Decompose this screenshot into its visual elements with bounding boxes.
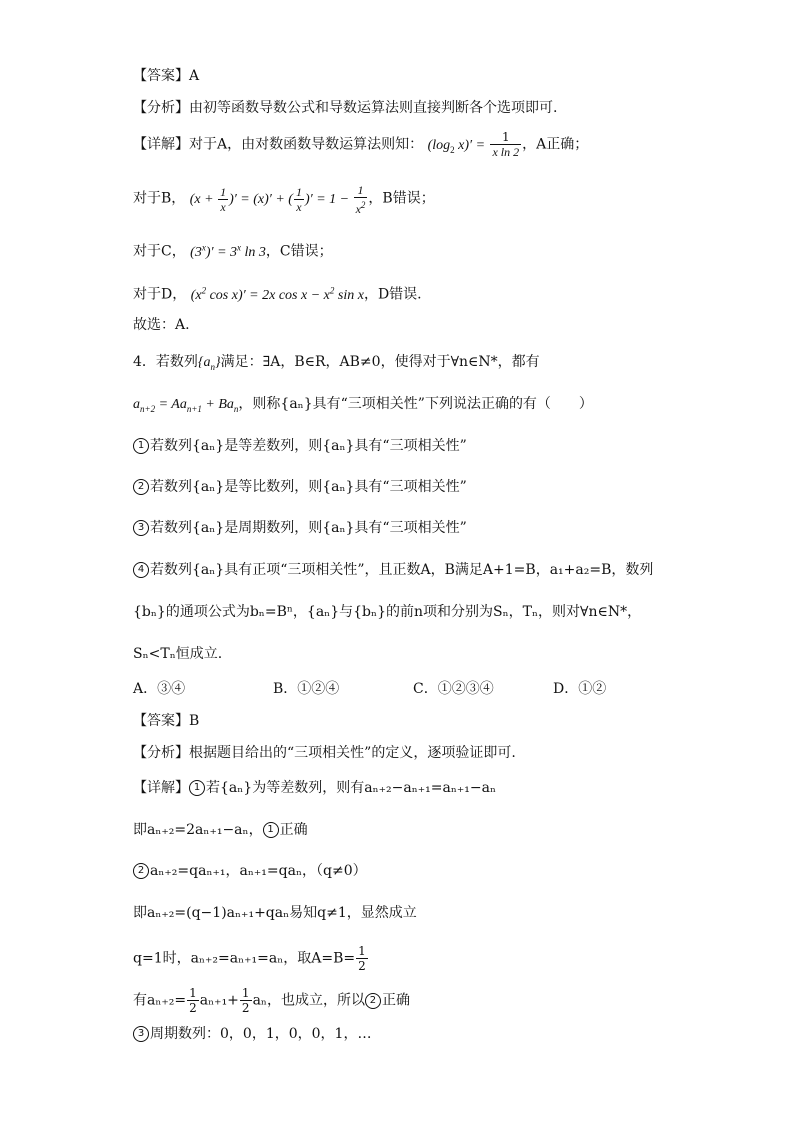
option-a: A．③④: [133, 681, 186, 697]
circle-num-2: 2: [133, 863, 149, 879]
circle-num-1: 1: [189, 780, 205, 796]
formula-log-derivative: ($\log_2$ x)′ =: [427, 137, 486, 155]
formula-d: ($x^2$ cos x)′ = 2x $\cos x - x^2$ sin x: [190, 285, 364, 303]
q4-analysis-line: 【分析】根据题目给出的“三项相关性”的定义，逐项验证即可.: [133, 745, 516, 761]
q4-answer-line: 【答案】B: [133, 713, 200, 729]
statement-3-text: 若数列{aₙ}是周期数列，则{aₙ}具有“三项相关性”: [150, 520, 467, 536]
circle-num-2: 2: [133, 479, 149, 495]
q4-statement-2: [133, 477, 467, 497]
q3-detail-b-line: [133, 183, 435, 216]
seq-an: $\{a_n\}$: [197, 355, 221, 372]
formula-recurrence: $a_{n+2} = Aa_{n+1} + Ba_n$: [133, 397, 239, 414]
q4-analysis: 根据题目给出的“三项相关性”的定义，逐项验证即可.: [189, 745, 516, 761]
detail-tag: 【详解】: [133, 136, 189, 153]
q4-stem-line2-suffix: ，则称{aₙ}具有“三项相关性”下列说法正确的有（ ）: [238, 396, 593, 412]
q3-b-suffix: ，B错误；: [368, 190, 435, 207]
q3-d-suffix: ，D错误.: [363, 286, 422, 303]
statement-4-line3: Sₙ<Tₙ恒成立.: [133, 646, 223, 662]
q4-stem-line2: [133, 394, 593, 419]
q4-stem-line1: [133, 352, 540, 377]
formula-c: $(3^x)' = 3^x$ ln 3: [190, 242, 266, 260]
q4-stem-a: 4．若数列: [133, 354, 198, 370]
statement-2-text: 若数列{aₙ}是等比数列，则{aₙ}具有“三项相关性”: [150, 479, 467, 495]
q3-c-suffix: ，C错误；: [265, 243, 333, 260]
q4-detail-line1: 若{aₙ}为等差数列，则有aₙ₊₂−aₙ₊₁=aₙ₊₁−aₙ: [206, 780, 497, 796]
q3-detail-prefix: 对于A，由对数函数导数运算法则知：: [189, 136, 424, 153]
answer-tag: 【答案】: [133, 68, 189, 84]
circle-num-1: 1: [133, 438, 149, 454]
q3-analysis-line: [133, 98, 557, 118]
q4-answer: B: [189, 713, 200, 729]
circle-num-2: 2: [365, 993, 381, 1009]
circle-num-3: 3: [133, 1026, 149, 1042]
q4-statement-4-line1: [133, 560, 653, 580]
q4-options: [133, 679, 693, 699]
q3-b-prefix: 对于B，: [133, 190, 186, 207]
circle-num-1: 1: [263, 822, 279, 838]
q4-detail-line3: 2 aₙ₊₂=qaₙ₊₁，aₙ₊₁=qaₙ，（q≠0）: [133, 861, 367, 881]
q3-detail-c-line: [133, 237, 333, 263]
statement-4-line2: {bₙ}的通项公式为bₙ=Bⁿ，{aₙ}与{bₙ}的前n项和分别为Sₙ，Tₙ，则对∀n∈N*，: [133, 604, 642, 620]
analysis-tag: 【分析】: [133, 100, 189, 116]
q4-detail-line5: q=1时，aₙ₊₂=aₙ₊₁=aₙ，取A=B= $\frac{1}{2}$: [133, 944, 366, 973]
q3-c-prefix: 对于C，: [133, 243, 186, 260]
fraction-half: $\frac{1}{2}$: [358, 944, 366, 973]
q4-detail-line7: 3 周期数列：0，0，1，0，0，1，…: [133, 1024, 371, 1044]
q3-answer-line: [133, 66, 199, 86]
option-c: C．①②③④: [413, 681, 494, 697]
circle-num-4: 4: [133, 562, 149, 578]
q3-d-prefix: 对于D，: [133, 286, 187, 303]
q3-detail-a-suffix: ，A正确；: [522, 136, 589, 153]
q3-detail-a-line: [133, 130, 588, 159]
option-d: D．①②: [553, 681, 607, 697]
circle-num-3: 3: [133, 520, 149, 536]
formula-b: (x + $\frac{1}{x}$ )′ = (x)′ + ( $\frac{1}{x}$ )′ = 1 − $\frac{1}{x^2}$: [189, 183, 366, 216]
q4-statement-1: [133, 436, 467, 456]
q4-statement-4-line2: [133, 602, 641, 622]
q3-analysis: 由初等函数导数公式和导数运算法则直接判断各个选项即可.: [189, 100, 558, 116]
q3-detail-d-line: [133, 280, 422, 306]
q4-stem-b: 满足：∃A，B∈R，AB≠0，使得对于∀n∈N*，都有: [220, 354, 540, 370]
statement-4-line1: 若数列{aₙ}具有正项“三项相关性”，且正数A，B满足A+1=B，a₁+a₂=B，数列: [150, 562, 654, 578]
option-b: B．①②④: [273, 681, 340, 697]
q4-statement-4-line3: [133, 644, 222, 664]
fraction-1-xln2: $\frac{1}{\text{x ln 2}}$: [492, 130, 520, 159]
q4-detail-line4: 即aₙ₊₂=(q−1)aₙ₊₁+qaₙ易知q≠1，显然成立: [133, 905, 417, 921]
q4-statement-3: [133, 518, 467, 538]
q4-detail-line2: 即aₙ₊₂=2aₙ₊₁−aₙ， 1 正确: [133, 822, 308, 838]
q3-choice: 故选：A.: [133, 317, 190, 333]
q4-detail-line6: 有aₙ₊₂= $\frac{1}{2}$ aₙ₊₁+ $\frac{1}{2}$ aₙ，也成立，所以 2 正确: [133, 986, 410, 1015]
q3-choice-line: [133, 315, 190, 335]
q4-detail-line1: 【详解】 1 若{aₙ}为等差数列，则有aₙ₊₂−aₙ₊₁=aₙ₊₁−aₙ: [133, 780, 497, 796]
q3-answer: A: [189, 68, 200, 84]
statement-1-text: 若数列{aₙ}是等差数列，则{aₙ}具有“三项相关性”: [150, 438, 467, 454]
